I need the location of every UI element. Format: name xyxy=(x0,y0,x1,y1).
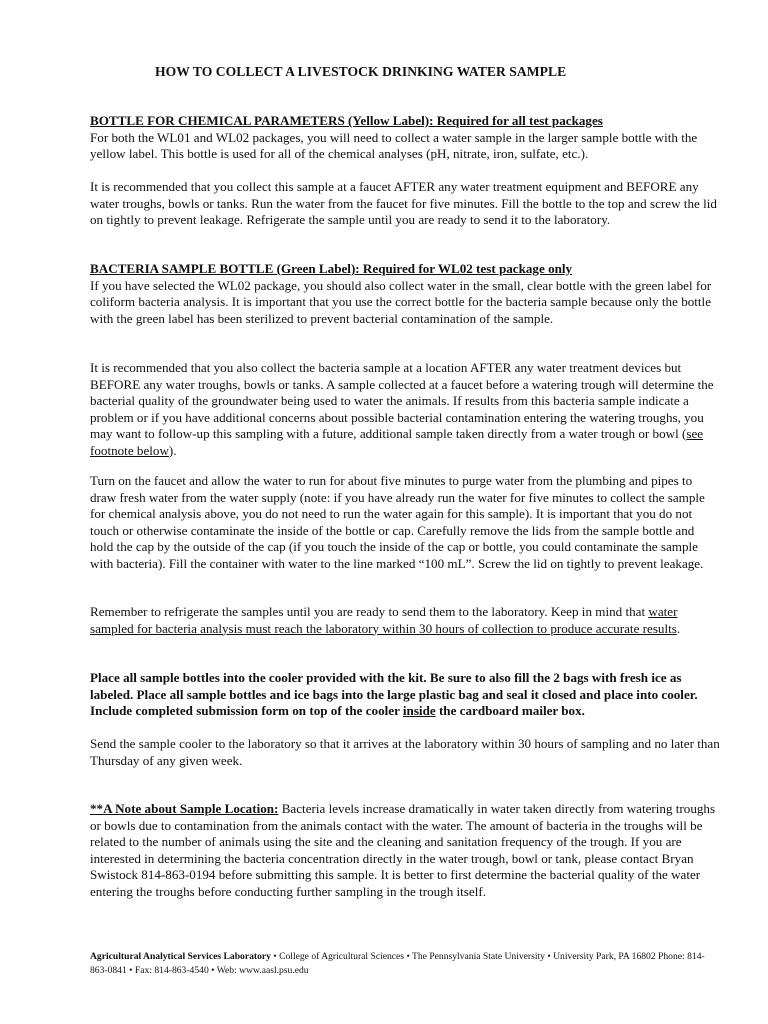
chemical-paragraph-2: It is recommended that you collect this sample at a faucet AFTER any water treatment equipment and BEFORE any water troughs, bowls or tanks. Run the water from the faucet for five minutes. Fill the bottle to the top and screw the lid on tightly to prevent leakage. Refrigerate the sample until you are ready to send it to the laboratory. xyxy=(90,179,717,227)
chemical-section xyxy=(90,113,720,163)
thirty-hours-warning: water sampled for bacteria analysis must reach the laboratory within 30 hours of collection to produce accurate results xyxy=(90,604,678,636)
inside-emphasis: inside xyxy=(402,703,436,718)
refrigerate-text-end: . xyxy=(676,620,681,636)
page-title: HOW TO COLLECT A LIVESTOCK DRINKING WATER SAMPLE xyxy=(155,64,567,79)
page-footer xyxy=(90,950,722,978)
chemical-section-heading: BOTTLE FOR CHEMICAL PARAMETERS (Yellow Label): Required for all test packages xyxy=(90,113,603,128)
shipping-text-end: the cardboard mailer box. xyxy=(435,703,585,718)
bacteria-section-heading: BACTERIA SAMPLE BOTTLE (Green Label): Required for WL02 test package only xyxy=(90,261,573,276)
bacteria-paragraph-2-end: ). xyxy=(168,442,177,458)
footer-org: Agricultural Analytical Services Laboratory xyxy=(90,951,271,962)
bacteria-paragraph-2 xyxy=(90,360,720,459)
footer-contact: • College of Agricultural Sciences • The Pennsylvania State University • University Park, PA 16802 Phone: 814-863-0841 • Fax: 814-863-4540 • Web: www.aasl.psu.edu xyxy=(90,951,705,976)
bacteria-paragraph-1: If you have selected the WL02 package, you should also collect water in the small, clear bottle with the green label for coliform bacteria analysis. It is important that you use the correct bottle for the bacteria sample because only the bottle with the green label has been sterilized to prevent bacterial contamination of the sample. xyxy=(90,277,712,326)
refrigerate-text: Remember to refrigerate the samples until you are ready to send them to the laboratory. Keep in mind that xyxy=(90,604,649,619)
shipping-deadline: Send the sample cooler to the laboratory so that it arrives at the laboratory within 30 hours of sampling and no later than Thursday of any given week. xyxy=(90,736,720,768)
chemical-paragraph-1: For both the WL01 and WL02 packages, you will need to collect a water sample in the larger sample bottle with the yellow label. This bottle is used for all of the chemical analyses (pH, nitrate, iron, sulfate, etc.). xyxy=(90,129,698,161)
sample-location-note xyxy=(90,801,720,900)
footnote-reference: see footnote below xyxy=(90,426,704,458)
note-text: Bacteria levels increase dramatically in water taken directly from watering troughs or bowls due to contamination from the animals contact with the water. The amount of bacteria in the troughs will be related to the number of animals using the site and the cleaning and sanitation frequency of the trough. If you are interested in determining the bacteria concentration directly in the water trough, bowl or tank, please contact Bryan Swistock 814-863-0194 before submitting this sample. It is better to first determine the bacterial quality of the water entering the troughs before conducting further sampling in the trough itself. xyxy=(90,801,716,899)
note-label: **A Note about Sample Location: xyxy=(90,801,279,816)
shipping-text: Place all sample bottles into the cooler provided with the kit. Be sure to also fill the 2 bags with fresh ice as labeled. Place all sample bottles and ice bags into the large plastic bag and seal it closed and place into cooler. Include completed submission form on top of the cooler xyxy=(90,670,698,718)
bacteria-paragraph-4 xyxy=(90,604,720,637)
bacteria-paragraph-2-text: It is recommended that you also collect the bacteria sample at a location AFTER any water treatment devices but BEFORE any water troughs, bowls or tanks. A sample collected at a faucet before a watering trough will determine the bacterial quality of the groundwater being used to water the animals. If results from this bacteria sample indicate a problem or if you have additional concerns about possible bacterial contamination entering the watering troughs, you may want to follow-up this sampling with a future, additional sample taken directly from a water trough or bowl ( xyxy=(90,360,714,441)
bacteria-paragraph-3: Turn on the faucet and allow the water to run for about five minutes to purge water from the plumbing and pipes to draw fresh water from the water supply (note: if you have already run the water for five minutes to collect the sample for chemical analysis above, you do not need to run the water again for this sample). It is important that you do not touch or otherwise contaminate the inside of the bottle or cap. Carefully remove the lids from the sample bottle and hold the cap by the outside of the cap (if you touch the inside of the cap or bottle, you could contaminate the sample with bacteria). Fill the container with water to the line marked “100 mL”. Screw the lid on tightly to prevent leakage. xyxy=(90,473,705,571)
bacteria-section xyxy=(90,261,720,327)
shipping-instructions xyxy=(90,670,720,720)
